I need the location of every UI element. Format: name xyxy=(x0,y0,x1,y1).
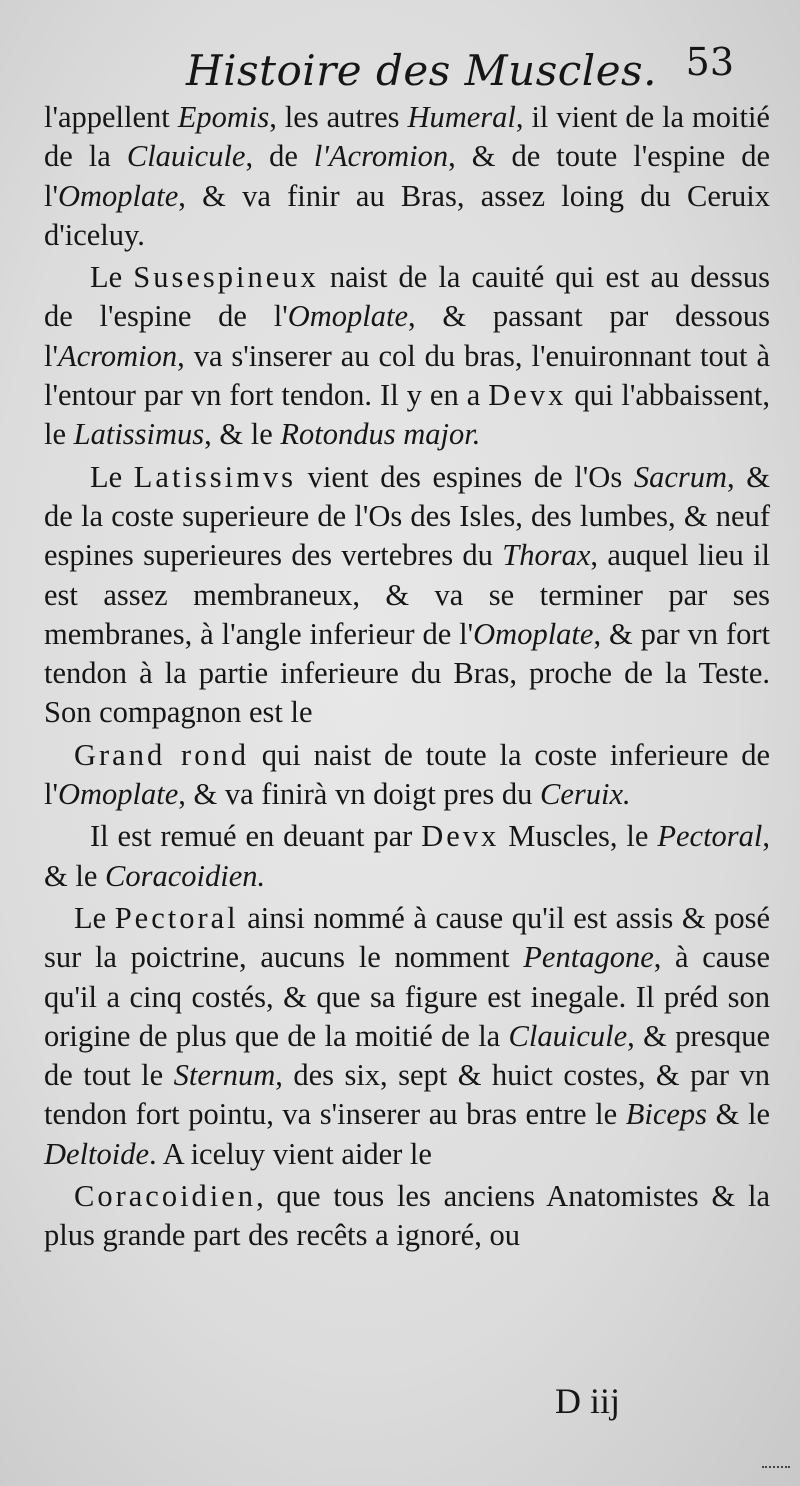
text-run: , les autres xyxy=(269,100,408,134)
italic-term: Sacrum xyxy=(633,459,727,494)
small-caps-term: Devx xyxy=(421,819,500,854)
paragraph-p1 xyxy=(44,98,770,255)
small-caps-term: Pectoral xyxy=(114,900,239,935)
text-run: vient des espines de l'Os xyxy=(295,459,634,494)
italic-term: Humeral xyxy=(407,100,516,134)
page-header xyxy=(44,40,770,98)
text-run: , & de toute l'espine de l' xyxy=(44,139,770,213)
italic-term: Coracoidien. xyxy=(105,858,266,893)
text-run: , & presque de tout le xyxy=(44,1018,770,1093)
text-run: qui naist de toute la coste inferieure de l' xyxy=(44,737,770,812)
text-run: , à cause qu'il a cinq costés, & que sa figure est inegale. Il préd son origine de plus que de la moitié de la xyxy=(44,940,770,1053)
text-run: , de xyxy=(245,139,314,174)
italic-term: Sternum xyxy=(173,1058,276,1093)
small-caps-term: Coracoidien xyxy=(74,1179,257,1214)
italic-term: Ceruix. xyxy=(539,777,631,812)
italic-term: Clauicule xyxy=(126,139,246,174)
italic-term: Thorax xyxy=(502,538,591,573)
italic-term: Biceps xyxy=(625,1097,708,1132)
text-run: , & passant par dessous l' xyxy=(44,299,770,373)
text-run: Muscles, le xyxy=(499,819,658,854)
text-run: l'appellent xyxy=(44,100,178,134)
text-run: , & le xyxy=(44,819,771,893)
text-run: naist de la cauité qui est au dessus de l'espine de l' xyxy=(44,260,770,334)
ink-smudge xyxy=(762,1456,790,1468)
paragraph-p2 xyxy=(44,258,770,454)
text-run: , & va finirà vn doigt pres du xyxy=(178,777,540,812)
small-caps-term: Grand rond xyxy=(74,737,249,772)
text-run: ainsi nommé à cause qu'il est assis & posé sur la poictrine, aucuns le nomment xyxy=(44,900,770,975)
small-caps-term: Susespineux xyxy=(133,260,319,295)
italic-term: Omoplate xyxy=(473,616,594,651)
italic-term: Acromion xyxy=(57,338,178,373)
text-run: Le xyxy=(74,900,115,935)
italic-term: Latissimus xyxy=(73,417,205,452)
text-run: Le xyxy=(90,260,134,295)
italic-term: Deltoide xyxy=(44,1136,150,1171)
text-run: , & par vn fort tendon à la partie inferieure du Bras, proche de la Teste. Son compagnon est le xyxy=(44,616,770,730)
italic-term: l'Acromion xyxy=(313,139,449,174)
italic-term: Omoplate xyxy=(287,299,408,334)
text-run: , des six, sept & huict costes, & par vn tendon fort pointu, va s'inserer au bras entre le xyxy=(44,1058,771,1132)
paragraph-p7 xyxy=(44,1177,770,1256)
italic-term: Omoplate xyxy=(57,178,179,213)
signature-mark: D iij xyxy=(554,1381,620,1421)
small-caps-term: Devx xyxy=(488,378,567,413)
italic-term: Rotondus major. xyxy=(280,417,481,452)
small-caps-term: Latissimvs xyxy=(133,459,296,494)
italic-term: Pentagone xyxy=(523,940,654,975)
text-run: , que tous les anciens Anatomistes & la plus grande part des recêts a ignoré, ou xyxy=(44,1179,770,1253)
paragraph-p4 xyxy=(44,736,770,815)
paragraph-p3 xyxy=(44,458,770,733)
text-run: , va s'inserer au col du bras, l'enuironnant tout à l'entour par vn fort tendon. Il y en a xyxy=(44,338,770,413)
page-number: 53 xyxy=(685,40,734,84)
text-run: , il vient de la moitié de la xyxy=(44,100,770,174)
text-body xyxy=(44,98,770,1256)
italic-term: Epomis xyxy=(177,100,270,134)
paragraph-p6 xyxy=(44,899,770,1174)
text-run: , & le xyxy=(204,417,281,452)
italic-term: Omoplate xyxy=(57,777,179,812)
text-run: & le xyxy=(707,1097,770,1132)
text-run: Le xyxy=(90,459,134,494)
text-run: , & de la coste superieure de l'Os des Isles, des lumbes, & neuf espines superieures des vertebres du xyxy=(44,459,770,573)
italic-term: Clauicule xyxy=(508,1018,628,1053)
text-run: , & va finir au Bras, assez loing du Ceruix d'iceluy. xyxy=(44,178,770,252)
italic-term: Pectoral xyxy=(657,819,763,854)
text-run: Il est remué en deuant par xyxy=(90,819,422,854)
running-title: Histoire des Muscles. xyxy=(186,46,657,95)
text-run: , auquel lieu il est assez membraneux, & va se terminer par ses membranes, à l'angle inferieur de l' xyxy=(44,538,770,651)
text-run: qui l'abbaissent, le xyxy=(44,378,770,452)
text-run: . A iceluy vient aider le xyxy=(149,1136,432,1171)
paragraph-p5 xyxy=(44,817,770,896)
